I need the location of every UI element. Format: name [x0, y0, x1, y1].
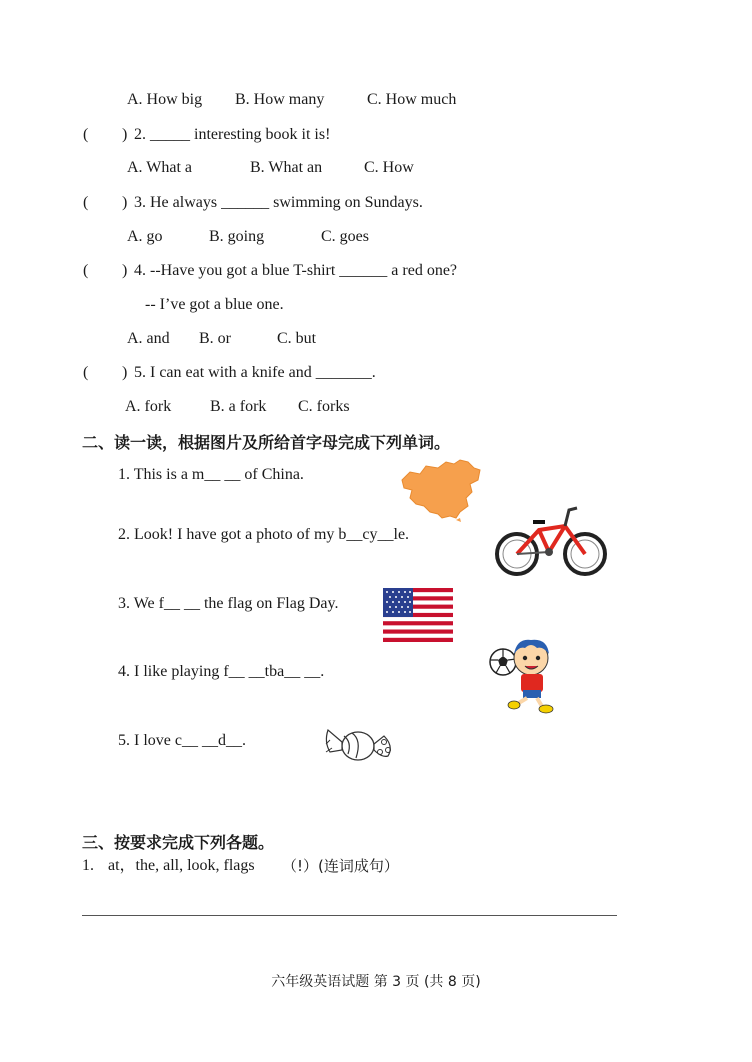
- q4-paren-open: (: [83, 262, 89, 279]
- q1-option-b: B. How many: [235, 91, 325, 108]
- p3-q1-words: at，the, all, look, flags: [108, 857, 255, 874]
- q5-option-b: B. a fork: [210, 398, 267, 415]
- q3-option-a: A. go: [127, 228, 163, 245]
- q3-paren-close: ): [122, 194, 128, 211]
- q2-option-c: C. How: [364, 159, 414, 176]
- q2-option-b: B. What an: [250, 159, 323, 176]
- section-3-heading: 三、按要求完成下列各题。: [82, 833, 275, 852]
- q1-option-a: A. How big: [127, 91, 203, 108]
- q2-paren-close: ): [122, 126, 128, 143]
- p3-q1-hint: （!）(连词成句）: [282, 857, 399, 875]
- p2-item-5: 5. I love c__ __d__.: [118, 732, 246, 749]
- bicycle-icon: [493, 502, 609, 580]
- page-footer: 六年级英语试题 第 3 页 (共 8 页): [271, 974, 481, 990]
- p2-item-4: 4. I like playing f__ __tba__ __.: [118, 663, 325, 680]
- p2-item-1: 1. This is a m__ __ of China.: [118, 466, 304, 483]
- q2-stem: 2. _____ interesting book it is!: [134, 126, 331, 143]
- q5-option-a: A. fork: [125, 398, 172, 415]
- q5-paren-open: (: [83, 364, 89, 381]
- q3-option-b: B. going: [209, 228, 265, 245]
- q2-paren-open: (: [83, 126, 89, 143]
- q2-option-a: A. What a: [127, 159, 193, 176]
- q5-option-c: C. forks: [298, 398, 350, 415]
- q4-option-b: B. or: [199, 330, 231, 347]
- p3-q1-number: 1.: [82, 857, 94, 874]
- q1-option-c: C. How much: [367, 91, 457, 108]
- q4-paren-close: ): [122, 262, 128, 279]
- q5-paren-close: ): [122, 364, 128, 381]
- us-flag-icon: [383, 588, 453, 642]
- q4-stem: 4. --Have you got a blue T-shirt ______ a red one?: [134, 262, 458, 279]
- q4-answer-line: -- I’ve got a blue one.: [145, 296, 284, 313]
- section-2-heading: 二、读一读，根据图片及所给首字母完成下列单词。: [82, 433, 451, 452]
- p2-item-2: 2. Look! I have got a photo of my b__cy__le.: [118, 526, 410, 543]
- q3-stem: 3. He always ______ swimming on Sundays.: [134, 194, 423, 211]
- q4-option-a: A. and: [127, 330, 170, 347]
- p2-item-3: 3. We f__ __ the flag on Flag Day.: [118, 595, 339, 612]
- q3-paren-open: (: [83, 194, 89, 211]
- q3-option-c: C. goes: [321, 228, 369, 245]
- answer-line[interactable]: [82, 915, 617, 916]
- q4-option-c: C. but: [277, 330, 317, 347]
- candy-icon: [322, 722, 394, 770]
- q5-stem: 5. I can eat with a knife and _______.: [134, 364, 376, 381]
- china-map-icon: [398, 458, 484, 522]
- boy-football-icon: [487, 632, 559, 714]
